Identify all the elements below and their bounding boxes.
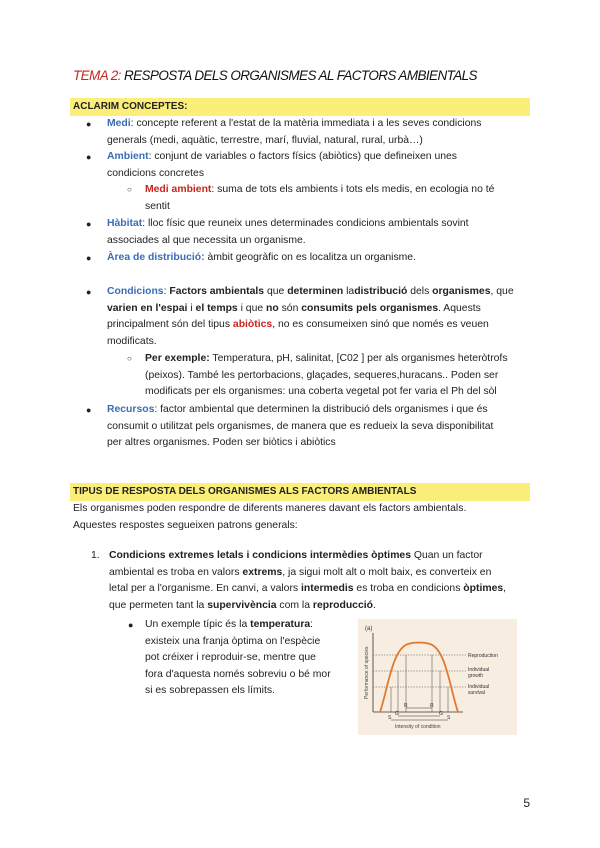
- term-recursos: Recursos: [107, 404, 155, 415]
- circle-bullet-icon: ○: [127, 185, 132, 194]
- figure-y-axis-label: Performance of species: [364, 646, 370, 699]
- figure-background: [358, 619, 517, 735]
- list-number: 1.: [91, 550, 100, 561]
- figure-x-axis-label: Intensity of condition: [395, 724, 441, 730]
- r-right-label: R: [430, 703, 434, 709]
- title-prefix: TEMA 2:: [73, 68, 121, 83]
- survival-label-2: survival: [468, 690, 485, 696]
- bullet-icon: ●: [128, 620, 134, 630]
- title-text: RESPOSTA DELS ORGANISMES AL FACTORS AMBIENTALS: [120, 68, 477, 83]
- temperature-example: Un exemple típic és la temperatura: existeix una franja òptima on l'espècie pot créixer i reproduir-se, mentre que fora d'aquesta només sobreviu o bé mor si es sobrepassen els límits.: [145, 619, 331, 696]
- r-left-label: R: [404, 703, 408, 709]
- figure-label: (a): [365, 626, 373, 632]
- bullet-icon: ●: [86, 405, 92, 415]
- g-left-label: G: [395, 711, 399, 717]
- term-ambient: Ambient: [107, 151, 149, 162]
- definition-area: Àrea de distribució: àmbit geogràfic on es localitza un organisme.: [107, 252, 416, 263]
- page-title: [73, 68, 477, 83]
- section-heading-concepts: ACLARIM CONCEPTES:: [70, 98, 530, 116]
- item-extreme-conditions: Condicions extremes letals i condicions intermèdies òptimes Quan un factor ambiental es troba en valors extrems, ja sigui molt alt o molt baix, es converteix en letal per a l'organisme. En canvi, a valors intermedis es troba en condicions òptimes, que permeten tant la supervivència com la reproducció.: [109, 550, 507, 611]
- definition-medi: Medi: concepte referent a l'estat de la matèria immediata i a les seves condicions generals (medi, aquàtic, terrestre, marí, fluvial, natural, rural, urbà…): [107, 118, 482, 146]
- definition-condicions: Condicions: Factors ambientals que determinen ladistribució dels organismes, que varien en l'espai i el temps i que no són consumits pels organismes. Aquests principalment són del tipus abiòtics, no es consumeixen sinó que només es veuen modificats.: [107, 286, 514, 347]
- term-habitat: Hàbitat: [107, 218, 143, 229]
- term-medi-ambient: Medi ambient: [145, 184, 212, 195]
- bullet-icon: ●: [86, 287, 92, 297]
- term-condicions: Condicions: [107, 286, 164, 297]
- intro-paragraph: Els organismes poden respondre de diferents maneres davant els factors ambientals. Aquestes respostes segueixen patrons generals:: [73, 503, 467, 531]
- reproduction-label: Reproduction: [468, 653, 498, 659]
- section-heading-responses: TIPUS DE RESPOSTA DELS ORGANISMES ALS FACTORS AMBIENTALS: [70, 483, 530, 501]
- bullet-icon: ●: [86, 253, 92, 263]
- s-left-label: S: [388, 715, 392, 721]
- circle-bullet-icon: ○: [127, 354, 132, 363]
- g-right-label: G: [439, 711, 443, 717]
- example-conditions: Per exemple: Temperatura, pH, salinitat, [C02 ] per als organismes heteròtrofs (peixos). També les pertorbacions, glaçades, sequeres,huracans.. Poden ser modificats per els organismes: una coberta vegetal pot fer varia el Ph del sòl: [145, 353, 508, 397]
- term-area: Àrea de distribució:: [107, 252, 205, 263]
- bullet-icon: ●: [86, 119, 92, 129]
- survival-label-1: Individual: [468, 684, 490, 690]
- definition-medi-ambient: Medi ambient: suma de tots els ambients i tots els medis, en ecologia no té sentit: [145, 184, 495, 212]
- page-number: 5: [523, 796, 530, 810]
- definition-ambient: Ambient: conjunt de variables o factors físics (abiòtics) que defineixen unes condicions concretes: [107, 151, 457, 179]
- growth-label-1: Individual: [468, 667, 490, 673]
- definition-habitat: Hàbitat: lloc físic que reuneix unes determinades condicions ambientals sovint associades al que necessita un organisme.: [107, 218, 469, 246]
- bullet-icon: ●: [86, 219, 92, 229]
- s-right-label: S: [447, 715, 451, 721]
- definition-recursos: Recursos: factor ambiental que determinen la distribució dels organismes i que és consumit o utilitzat pels organismes, de manera que es redueix la seva disponibilitat per altres organismes. Poden ser biòtics i abiòtics: [107, 404, 494, 448]
- term-medi: Medi: [107, 118, 131, 129]
- performance-curve-figure: [358, 619, 517, 735]
- growth-label-2: growth: [468, 673, 484, 679]
- bullet-icon: ●: [86, 152, 92, 162]
